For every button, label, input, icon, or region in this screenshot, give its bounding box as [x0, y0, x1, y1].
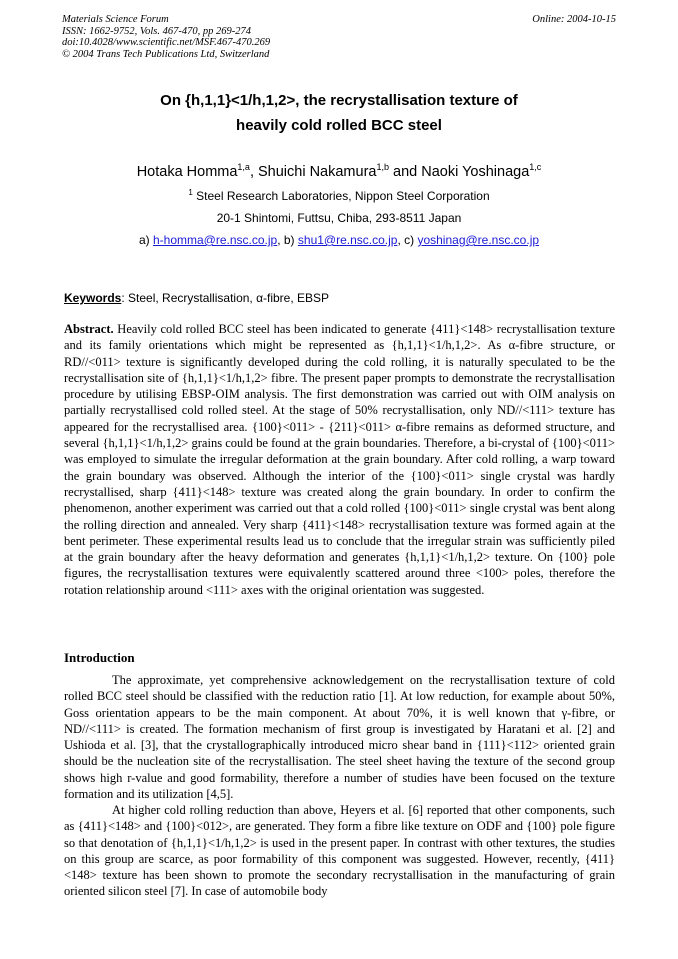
email-a-prefix: a) [138, 233, 153, 247]
email-c-prefix: , c) [397, 233, 418, 247]
author-2: Shuichi Nakamura [258, 163, 377, 180]
introduction-paragraph-2: At higher cold rolling reduction than above, Heyers et al. [6] reported that other components, such as {411}<148> and {100}<012>, are generated. They form a fibre like texture on ODF and {100} pole figure so that denotation of {h,1,1}<1/h,1,2> is used in the present paper. In contrast with other textures, the studies on this group are scarce, as poor formability of this component was suggested. However, recently, {411}<148> texture has been shown to promote the secondary recrystallisation in the manufacturing of grain oriented silicon steel [7]. In case of automobile body [64, 803, 615, 899]
affiliation-line-1 [0, 188, 678, 203]
email-b-prefix: , b) [277, 233, 298, 247]
author-separator: and [389, 163, 422, 180]
introduction-paragraph-1: The approximate, yet comprehensive acknowledgement on the recrystallisation texture of cold rolled BCC steel should be classified with the reduction ratio [1]. At low reduction, for example about 50%, Goss orientation appears to be the main component. At about 70%, it is well known that γ-fibre, or ND//<111> is created. The formation mechanism of first group is investigated by Haratani et al. [2] and Ushioda et al. [3], that the crystallographically introduced micro shear band in {111}<112> oriented grain should be the nucleation site of the recrystallisation. The steel sheet having the texture of the second group shows high r-value and good formability, therefore a number of studies have been focused on the texture formation and its utilization [4,5]. [64, 673, 615, 802]
affiliation-name: Steel Research Laboratories, Nippon Steel Corporation [192, 189, 490, 203]
title-line-1: On {h,1,1}<1/h,1,2>, the recrystallisation texture of [160, 92, 518, 109]
author-1-superscript: 1,a [237, 162, 250, 172]
paper-title [0, 88, 678, 138]
author-1: Hotaka Homma [136, 163, 238, 180]
introduction-heading: Introduction [64, 650, 135, 665]
keywords-label: Keywords [64, 291, 122, 305]
abstract-label: Abstract. [64, 322, 114, 336]
author-separator: , [249, 163, 258, 180]
issn-line: ISSN: 1662-9752, Vols. 467-470, pp 269-274 [62, 25, 251, 37]
keywords-text: : Steel, Recrystallisation, α-fibre, EBSP [121, 291, 330, 305]
abstract-paragraph [64, 321, 615, 598]
doi-line: doi:10.4028/www.scientific.net/MSF.467-470.269 [62, 37, 271, 48]
journal-header [62, 14, 616, 60]
title-line-2: heavily cold rolled BCC steel [236, 117, 442, 134]
affiliation-superscript: 1 [188, 188, 193, 197]
email-link-b[interactable]: shu1@re.nsc.co.jp [297, 233, 398, 247]
email-line [0, 233, 678, 247]
journal-name: Materials Science Forum [62, 14, 169, 25]
author-2-superscript: 1,b [376, 162, 389, 172]
online-date: Online: 2004-10-15 [532, 14, 616, 25]
email-link-a[interactable]: h-homma@re.nsc.co.jp [152, 233, 278, 247]
copyright-line: © 2004 Trans Tech Publications Ltd, Switzerland [62, 48, 270, 60]
author-list [0, 162, 678, 180]
author-3: Naoki Yoshinaga [421, 163, 530, 180]
author-3-superscript: 1,c [529, 162, 542, 172]
email-link-c[interactable]: yoshinag@re.nsc.co.jp [417, 233, 540, 247]
keywords-line [64, 291, 616, 305]
affiliation-line-2: 20-1 Shintomi, Futtsu, Chiba, 293-8511 Japan [216, 211, 462, 225]
abstract-text: Heavily cold rolled BCC steel has been indicated to generate {411}<148> recrystallisation texture and its family orientations which might be represented as {h,1,1}<1/h,1,2>. As α-fibre structure, or RD//<011> texture is significantly developed during the cold rolling, it is naturally speculated to be the recrystallisation site of {h,1,1}<1/h,1,2> fibre. The present paper prompts to demonstrate the recrystallisation procedure by utilising EBSP-OIM analysis. The first demonstration was carried out with OIM analysis on partially recrystallised cold rolled steel. At the stage of 50% recrystallisation, only ND//<111> texture has appeared for the recrystallised area. {100}<011> - {211}<011> α-fibre remains as deformed structure, and several {h,1,1}<1/h,1,2> grains could be found at the grain boundaries. Therefore, a bi-crystal of {100}<011> was employed to simulate the irregular deformation at the grain boundary. After cold rolling, a warp toward the grain boundary was observed. Although the interior of the {100}<011> single crystal was hardly recrystallised, sharp {411}<148> texture was created along the grain boundary. In order to confirm the phenomenon, another experiment was carried out that a cold rolled {100}<011> single crystal was bent along the rolling direction and annealed. Very sharp {411}<148> recrystallisation texture was formed again at the bent perimeter. These experimental results lead us to conclude that the irregular strain was sufficiently piled at the grain boundary after the heavy deformation and generates {h,1,1}<1/h,1,2> texture. On {100} pole figures, the recrystallisation textures were equivalently scattered around three <100> poles, therefore the rotation relationship around <111> axes with the original orientation was suggested. [64, 322, 615, 597]
